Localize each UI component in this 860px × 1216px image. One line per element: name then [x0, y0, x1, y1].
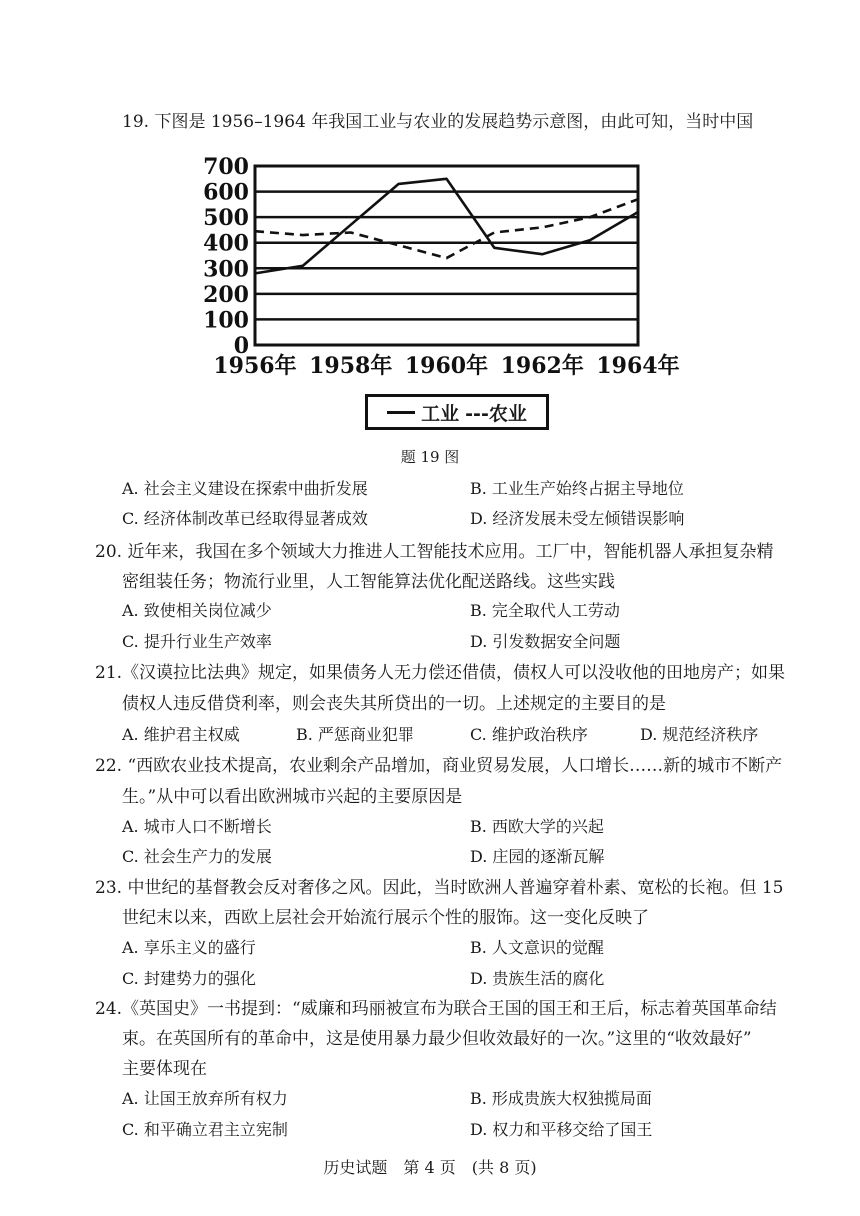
q20-stem-line1: 20. 近年来，我国在多个领域大力推进人工智能技术应用。工厂中，智能机器人承担复杂精 [95, 542, 774, 562]
chart-legend [365, 394, 549, 430]
y-tick-label: 400 [203, 230, 249, 257]
q19-option-a: A. 社会主义建设在探索中曲折发展 [122, 479, 368, 498]
q21-stem-line2: 债权人违反借贷利率，则会丧失其所贷出的一切。上述规定的主要目的是 [122, 694, 666, 714]
q20-option-d: D. 引发数据安全问题 [470, 632, 621, 651]
q23-option-c: C. 封建势力的强化 [122, 969, 256, 988]
q22-option-c: C. 社会生产力的发展 [122, 847, 272, 866]
y-tick-label: 0 [233, 333, 249, 359]
q22-option-a: A. 城市人口不断增长 [122, 817, 272, 836]
figure-caption: 题 19 图 [400, 448, 460, 466]
plot-frame [255, 166, 638, 345]
legend-industry-line [387, 411, 415, 414]
y-tick-label: 600 [203, 179, 249, 206]
q23-option-b: B. 人文意识的觉醒 [470, 938, 604, 957]
q21-option-d: D. 规范经济秩序 [640, 725, 759, 744]
x-tick-label: 1964年 [596, 353, 680, 379]
q23-stem-line2: 世纪末以来，西欧上层社会开始流行展示个性的服饰。这一变化反映了 [122, 908, 649, 928]
q21-option-b: B. 严惩商业犯罪 [296, 725, 414, 744]
q21-option-a: A. 维护君主权威 [122, 725, 240, 744]
q23-option-d: D. 贵族生活的腐化 [470, 969, 605, 988]
y-tick-label: 300 [203, 256, 249, 283]
q24-stem-line3: 主要体现在 [122, 1059, 207, 1079]
y-tick-label: 200 [203, 281, 249, 308]
q19-line-chart [200, 150, 680, 382]
y-tick-label: 100 [203, 307, 249, 334]
q24-option-c: C. 和平确立君主立宪制 [122, 1120, 288, 1139]
q20-option-c: C. 提升行业生产效率 [122, 632, 272, 651]
x-tick-label: 1958年 [309, 353, 393, 379]
x-tick-label: 1956年 [213, 353, 297, 379]
q22-stem-line2: 生。”从中可以看出欧洲城市兴起的主要原因是 [122, 787, 463, 807]
agriculture-series-line [255, 199, 638, 258]
q24-stem-line1: 24.《英国史》一书提到：“威廉和玛丽被宣布为联合王国的国王和王后，标志着英国革命结 [95, 999, 777, 1019]
q20-option-b: B. 完全取代人工劳动 [470, 601, 620, 620]
q19-option-b: B. 工业生产始终占据主导地位 [470, 479, 684, 498]
legend-agriculture-label: ---农业 [465, 402, 527, 425]
q24-option-d: D. 权力和平移交给了国王 [470, 1120, 653, 1139]
q20-option-a: A. 致使相关岗位减少 [122, 601, 272, 620]
q23-stem-line1: 23. 中世纪的基督教会反对奢侈之风。因此，当时欧洲人普遍穿着朴素、宽松的长袍。但 15 [95, 878, 784, 898]
x-tick-label: 1960年 [404, 353, 489, 379]
q19-stem: 19. 下图是 1956–1964 年我国工业与农业的发展趋势示意图，由此可知，当时中国 [122, 112, 754, 132]
q24-stem-line2: 束。在英国所有的革命中，这是使用暴力最少但收效最好的一次。”这里的“收效最好” [122, 1029, 752, 1049]
q23-option-a: A. 享乐主义的盛行 [122, 938, 256, 957]
q20-stem-line2: 密组装任务；物流行业里，人工智能算法优化配送路线。这些实践 [122, 572, 615, 592]
q22-option-b: B. 西欧大学的兴起 [470, 817, 604, 836]
q24-option-b: B. 形成贵族大权独揽局面 [470, 1089, 652, 1108]
x-tick-label: 1962年 [500, 353, 584, 379]
q19-option-c: C. 经济体制改革已经取得显著成效 [122, 509, 368, 528]
q24-option-a: A. 让国王放弃所有权力 [122, 1089, 288, 1108]
y-tick-label: 700 [203, 154, 249, 180]
q19-option-d: D. 经济发展未受左倾错误影响 [470, 509, 685, 528]
page-footer: 历史试题 第 4 页 (共 8 页) [323, 1158, 537, 1177]
q22-option-d: D. 庄园的逐渐瓦解 [470, 847, 605, 866]
legend-industry-label: 工业 [421, 402, 460, 425]
q22-stem-line1: 22. “西欧农业技术提高，农业剩余产品增加，商业贸易发展，人口增长……新的城市不断产 [95, 756, 783, 776]
y-tick-label: 500 [203, 205, 249, 232]
q21-option-c: C. 维护政治秩序 [470, 725, 588, 744]
q21-stem-line1: 21.《汉谟拉比法典》规定，如果债务人无力偿还借债，债权人可以没收他的田地房产；如果 [95, 663, 786, 683]
